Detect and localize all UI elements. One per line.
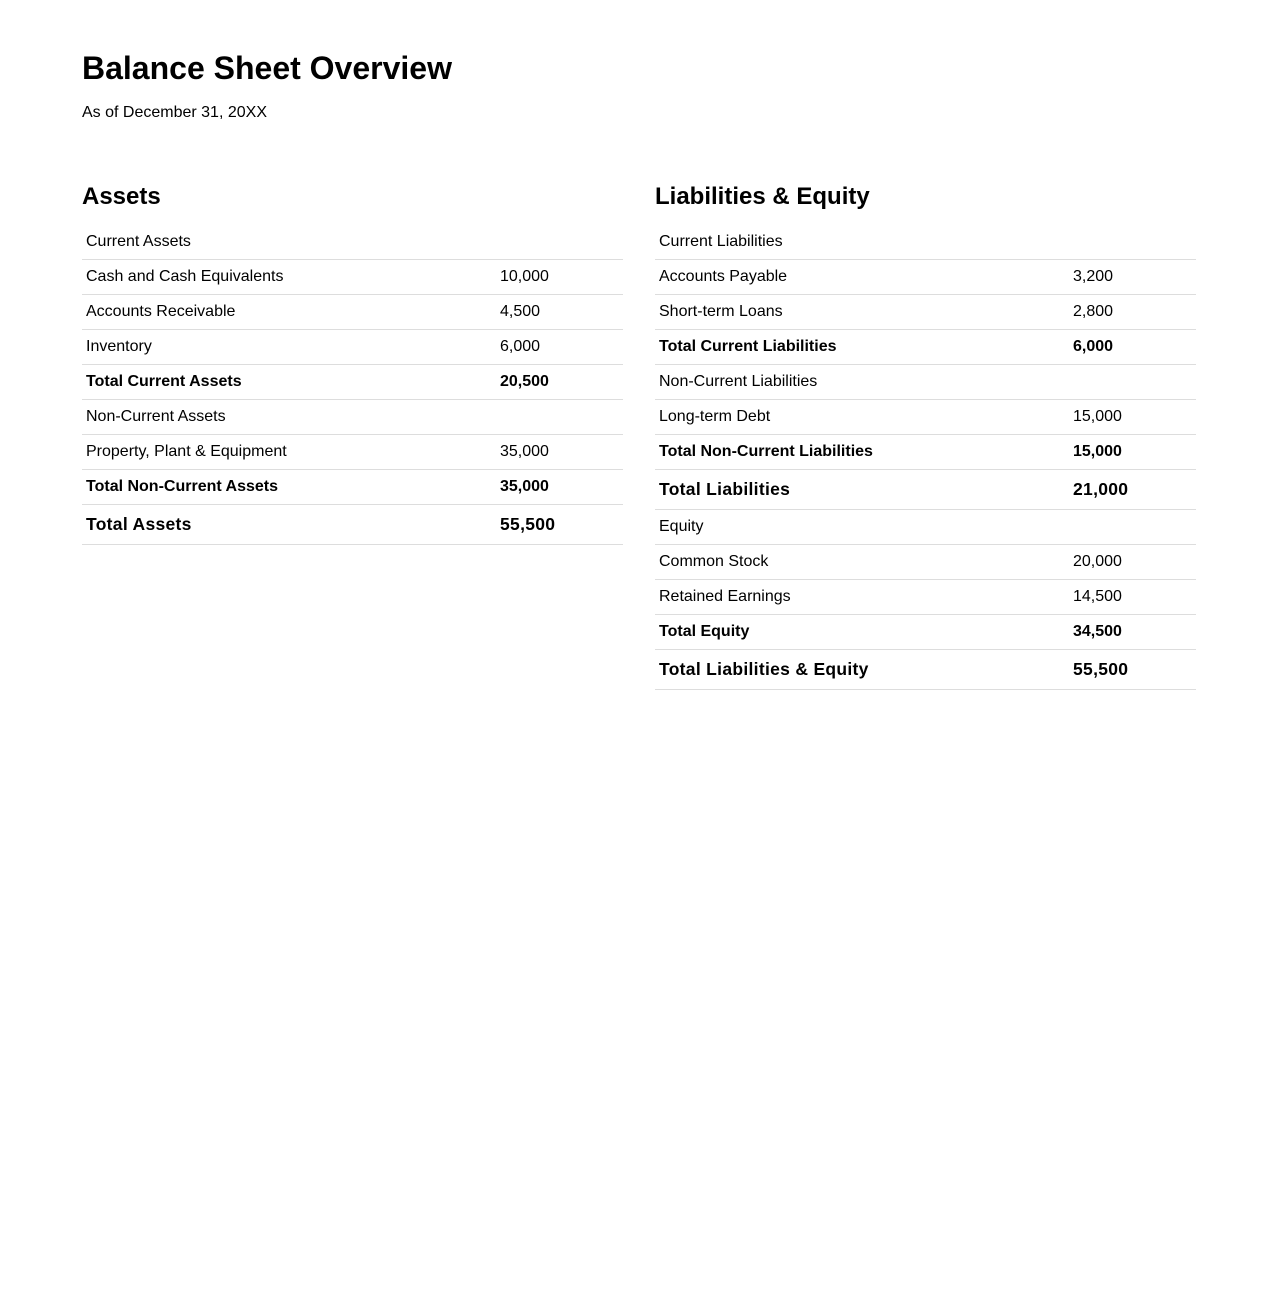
row-label: Property, Plant & Equipment [82, 435, 496, 470]
row-label: Total Non-Current Assets [82, 470, 496, 505]
table-row [655, 260, 1196, 295]
row-value [496, 225, 623, 260]
row-label: Total Liabilities [655, 470, 1069, 510]
row-value: 3,200 [1069, 260, 1196, 295]
table-row [82, 330, 623, 365]
row-label: Total Current Liabilities [655, 330, 1069, 365]
row-value: 35,000 [496, 470, 623, 505]
table-row [82, 295, 623, 330]
row-value: 6,000 [496, 330, 623, 365]
row-label: Accounts Receivable [82, 295, 496, 330]
row-value: 20,500 [496, 365, 623, 400]
grand-total-row [82, 505, 623, 545]
subtotal-row [655, 435, 1196, 470]
row-value [1069, 365, 1196, 400]
row-label: Non-Current Assets [82, 400, 496, 435]
row-label: Inventory [82, 330, 496, 365]
row-value: 34,500 [1069, 615, 1196, 650]
row-value: 10,000 [496, 260, 623, 295]
row-label: Equity [655, 510, 1069, 545]
row-label: Total Assets [82, 505, 496, 545]
table-row [655, 545, 1196, 580]
row-label: Retained Earnings [655, 580, 1069, 615]
row-label: Current Assets [82, 225, 496, 260]
table-row [82, 400, 623, 435]
row-value: 55,500 [1069, 650, 1196, 690]
row-label: Common Stock [655, 545, 1069, 580]
table-row [655, 295, 1196, 330]
row-label: Total Equity [655, 615, 1069, 650]
row-label: Cash and Cash Equivalents [82, 260, 496, 295]
liabilities-equity-heading: Liabilities & Equity [655, 183, 870, 210]
assets-heading: Assets [82, 183, 161, 210]
row-value: 21,000 [1069, 470, 1196, 510]
table-row [655, 365, 1196, 400]
subtotal-row [655, 330, 1196, 365]
subtotal-row [82, 365, 623, 400]
row-label: Short-term Loans [655, 295, 1069, 330]
row-value: 2,800 [1069, 295, 1196, 330]
grand-total-row [655, 470, 1196, 510]
row-value: 14,500 [1069, 580, 1196, 615]
row-value: 4,500 [496, 295, 623, 330]
row-value [496, 400, 623, 435]
row-label: Current Liabilities [655, 225, 1069, 260]
page-subtitle: As of December 31, 20XX [82, 104, 267, 121]
row-label: Long-term Debt [655, 400, 1069, 435]
page-title: Balance Sheet Overview [82, 50, 452, 86]
subtotal-row [82, 470, 623, 505]
row-value: 20,000 [1069, 545, 1196, 580]
liabilities-equity-section [655, 180, 1196, 690]
row-label: Accounts Payable [655, 260, 1069, 295]
liabilities-equity-table [655, 225, 1196, 690]
table-row [82, 435, 623, 470]
table-row [655, 225, 1196, 260]
row-value: 15,000 [1069, 400, 1196, 435]
row-value: 55,500 [496, 505, 623, 545]
table-row [655, 400, 1196, 435]
row-value: 35,000 [496, 435, 623, 470]
row-label: Total Liabilities & Equity [655, 650, 1069, 690]
row-label: Total Non-Current Liabilities [655, 435, 1069, 470]
row-label: Total Current Assets [82, 365, 496, 400]
subtotal-row [655, 615, 1196, 650]
grand-total-row [655, 650, 1196, 690]
row-value: 6,000 [1069, 330, 1196, 365]
row-label: Non-Current Liabilities [655, 365, 1069, 400]
table-row [655, 580, 1196, 615]
row-value [1069, 225, 1196, 260]
row-value: 15,000 [1069, 435, 1196, 470]
table-row [82, 225, 623, 260]
assets-table [82, 225, 623, 545]
table-row [655, 510, 1196, 545]
row-value [1069, 510, 1196, 545]
table-row [82, 260, 623, 295]
assets-section [82, 180, 623, 545]
